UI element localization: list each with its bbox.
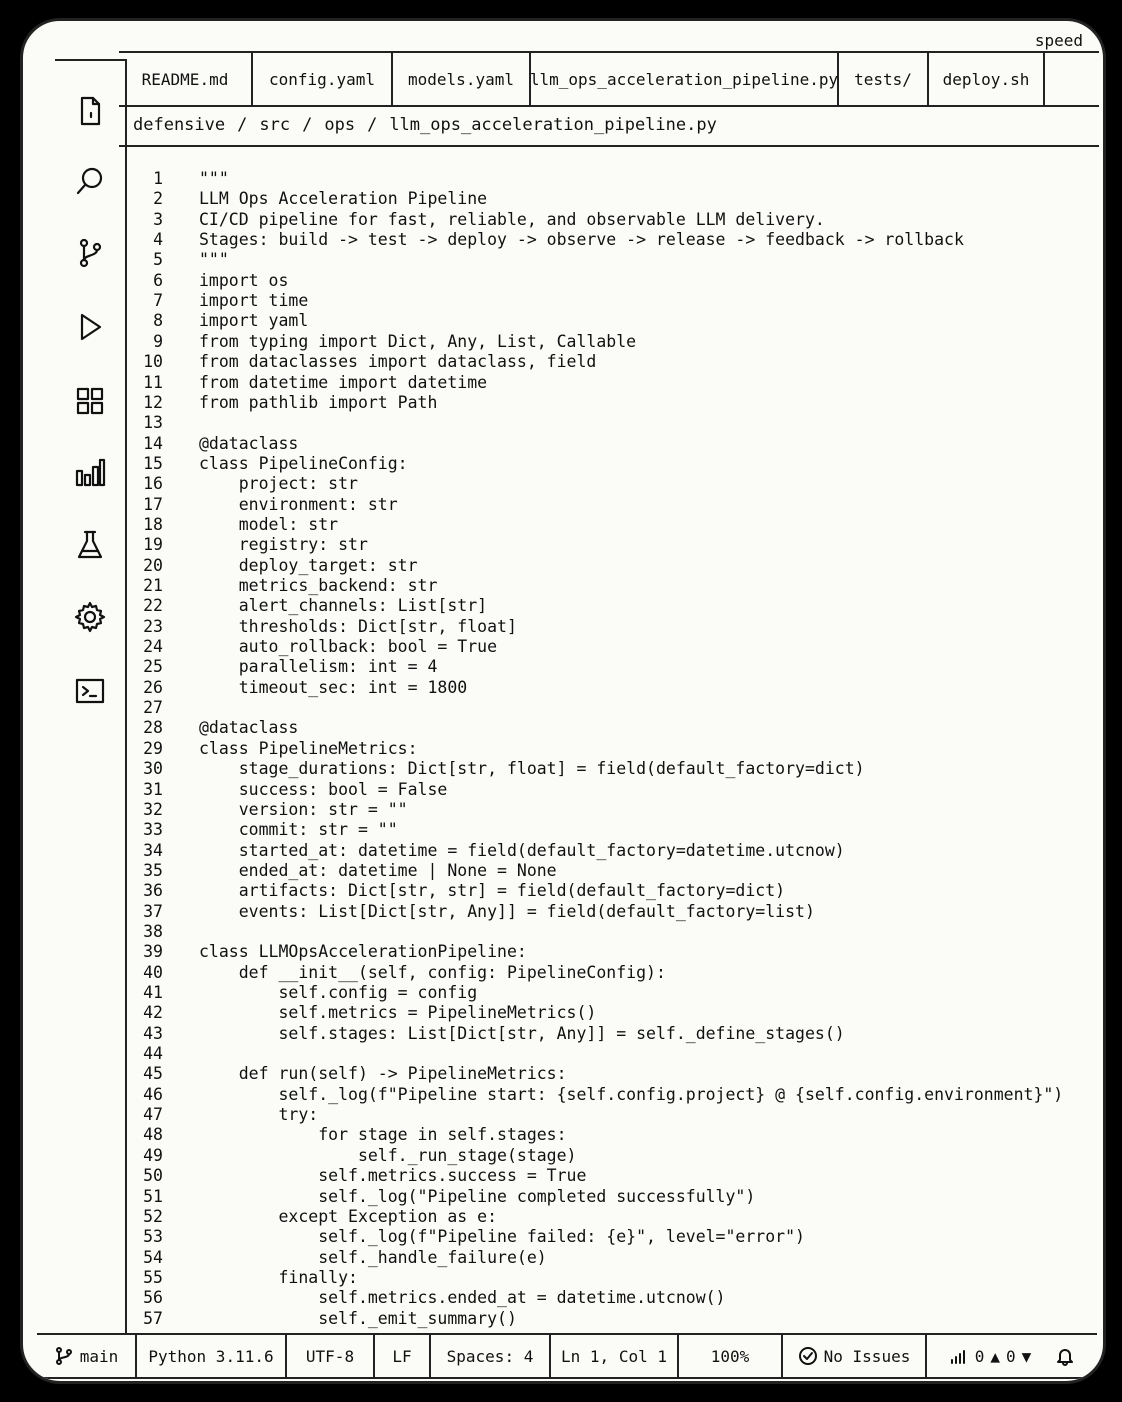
code-text[interactable]: self.config = config [199, 983, 478, 1002]
code-text[interactable]: try: [199, 1105, 319, 1125]
line-number: 49 [143, 1145, 163, 1165]
code-text[interactable]: registry: str [199, 535, 368, 555]
breadcrumb-item[interactable]: llm_ops_acceleration_pipeline.py [389, 115, 717, 135]
line-number: 15 [143, 453, 163, 473]
code-text[interactable]: """ [199, 250, 229, 270]
editor-window [20, 18, 1106, 1384]
bell-icon[interactable] [1055, 1346, 1075, 1366]
tab-deploy-sh[interactable]: deploy.sh [929, 53, 1045, 105]
code-text[interactable]: success: bool = False [199, 779, 448, 799]
status-issues[interactable] [783, 1335, 927, 1377]
signal-icon [949, 1346, 969, 1366]
line-number: 7 [153, 291, 163, 311]
tab-readme[interactable]: README.md [119, 53, 253, 105]
line-number: 55 [143, 1267, 163, 1287]
line-number: 43 [143, 1023, 163, 1043]
line-number: 3 [153, 209, 163, 229]
line-number: 25 [143, 657, 163, 677]
code-text[interactable]: thresholds: Dict[str, float] [199, 616, 517, 636]
line-number: 1 [153, 169, 163, 188]
tab-models-yaml[interactable]: models.yaml [393, 53, 531, 105]
code-text[interactable]: deploy_target: str [199, 555, 418, 575]
line-number: 46 [143, 1084, 163, 1104]
run-icon[interactable] [55, 307, 125, 347]
extensions-icon[interactable] [55, 381, 125, 421]
line-number: 20 [143, 555, 163, 575]
code-text[interactable]: auto_rollback: bool = True [199, 637, 498, 657]
line-number: 38 [143, 921, 163, 941]
up-arrow-icon: ▲ [990, 1346, 1000, 1366]
code-text[interactable]: finally: [199, 1267, 358, 1287]
breadcrumb-divider [119, 145, 1099, 147]
line-number: 52 [143, 1206, 163, 1226]
line-number: 27 [143, 698, 163, 718]
line-number: 37 [143, 901, 163, 921]
code-text[interactable]: from pathlib import Path [199, 392, 438, 412]
speed-label: speed [1034, 31, 1083, 50]
line-number: 53 [143, 1227, 163, 1247]
breadcrumb-item[interactable]: defensive [133, 115, 226, 135]
line-number: 26 [143, 677, 163, 697]
code-text[interactable]: started_at: datetime = field(default_factory=datetime.utcnow) [199, 840, 845, 860]
code-text[interactable]: alert_channels: List[str] [199, 596, 488, 616]
code-editor[interactable] [119, 149, 1099, 1329]
code-text[interactable]: self._log(f"Pipeline failed: {e}", level="error") [199, 1227, 805, 1247]
code-text[interactable]: self._log("Pipeline completed successfully") [199, 1186, 756, 1206]
tab-bar [119, 51, 1099, 107]
code-text[interactable]: class PipelineConfig: [199, 453, 408, 473]
status-bar [37, 1333, 1097, 1379]
code-text[interactable]: version: str = "" [199, 799, 408, 819]
line-number: 41 [143, 983, 163, 1002]
status-indent[interactable]: Spaces: 4 [431, 1335, 551, 1377]
check-circle-icon [798, 1346, 818, 1366]
line-number: 56 [143, 1288, 163, 1308]
line-number: 23 [143, 616, 163, 636]
status-encoding[interactable]: UTF-8 [287, 1335, 375, 1377]
status-cursor[interactable]: Ln 1, Col 1 [551, 1335, 679, 1377]
line-number: 51 [143, 1186, 163, 1206]
code-text[interactable]: self._run_stage(stage) [199, 1145, 577, 1165]
line-number: 39 [143, 942, 163, 962]
line-number: 4 [153, 230, 163, 250]
line-number: 34 [143, 840, 163, 860]
line-number: 10 [143, 352, 163, 372]
file-icon[interactable] [55, 91, 125, 131]
code-text[interactable]: import time [199, 291, 309, 311]
down-arrow-icon: ▼ [1021, 1346, 1032, 1366]
breadcrumb-item[interactable]: ops [324, 115, 356, 135]
code-text[interactable]: metrics_backend: str [199, 576, 438, 595]
line-number: 6 [153, 270, 163, 290]
code-text[interactable]: ended_at: datetime | None = None [199, 860, 557, 880]
code-text[interactable]: self._handle_failure(e) [199, 1247, 547, 1267]
line-number: 50 [143, 1166, 163, 1186]
code-text[interactable]: from typing import Dict, Any, List, Callable [199, 331, 637, 351]
code-text[interactable]: self._emit_summary() [199, 1308, 517, 1328]
code-text[interactable]: environment: str [199, 494, 398, 514]
code-text[interactable]: def __init__(self, config: PipelineConfig): [199, 962, 666, 982]
code-text[interactable]: Stages: build -> test -> deploy -> observe -> release -> feedback -> rollback [199, 230, 964, 250]
line-number: 19 [143, 535, 163, 555]
status-language[interactable]: Python 3.11.6 [137, 1335, 287, 1377]
gear-icon[interactable] [55, 597, 125, 637]
line-number: 57 [143, 1308, 163, 1328]
line-number: 36 [143, 881, 163, 901]
down-count: 0 [1006, 1346, 1016, 1366]
line-number: 42 [143, 1003, 163, 1023]
line-number: 44 [143, 1044, 163, 1064]
line-number: 13 [143, 413, 163, 433]
line-number: 32 [143, 799, 163, 819]
code-text[interactable]: def run(self) -> PipelineMetrics: [199, 1064, 567, 1084]
code-text[interactable]: class LLMOpsAccelerationPipeline: [199, 942, 527, 962]
line-number: 12 [143, 392, 163, 412]
line-number: 31 [143, 779, 163, 799]
breadcrumb-item[interactable]: src [259, 115, 291, 135]
line-number: 11 [143, 372, 163, 392]
terminal-icon[interactable] [55, 671, 125, 711]
code-text[interactable]: for stage in self.stages: [199, 1125, 567, 1145]
code-text[interactable]: artifacts: Dict[str, str] = field(default_factory=dict) [199, 881, 786, 901]
code-text[interactable]: self.metrics.success = True [199, 1166, 587, 1186]
line-number: 30 [143, 759, 163, 779]
code-text[interactable]: self.metrics = PipelineMetrics() [199, 1003, 597, 1023]
line-number: 2 [153, 189, 163, 209]
breadcrumb-separator: / [237, 115, 248, 135]
line-number: 54 [143, 1247, 163, 1267]
status-sync[interactable] [927, 1335, 1097, 1377]
status-eol[interactable]: LF [375, 1335, 431, 1377]
tab-tests[interactable]: tests/ [839, 53, 929, 105]
line-number: 9 [153, 331, 163, 351]
code-text[interactable]: except Exception as e: [199, 1206, 498, 1226]
activity-bar [55, 59, 127, 1333]
code-text[interactable]: stage_durations: Dict[str, float] = field(default_factory=dict) [199, 759, 865, 779]
issues-label: No Issues [823, 1346, 911, 1366]
code-text[interactable]: """ [199, 169, 229, 188]
line-number: 17 [143, 494, 163, 514]
line-number: 28 [143, 718, 163, 738]
line-number: 29 [143, 738, 163, 758]
line-number: 21 [143, 576, 163, 595]
code-text[interactable]: self.metrics.ended_at = datetime.utcnow() [199, 1288, 726, 1308]
line-number: 33 [143, 820, 163, 840]
code-text[interactable]: @dataclass [199, 433, 299, 453]
status-zoom[interactable]: 100% [679, 1335, 783, 1377]
code-text[interactable]: timeout_sec: int = 1800 [199, 677, 468, 697]
code-text[interactable]: LLM Ops Acceleration Pipeline [199, 189, 488, 209]
flask-icon[interactable] [55, 525, 125, 565]
code-text[interactable]: from datetime import datetime [199, 372, 488, 392]
code-text[interactable]: events: List[Dict[str, Any]] = field(default_factory=list) [199, 901, 815, 921]
breadcrumb [133, 107, 717, 143]
tab-pipeline-py[interactable]: llm_ops_acceleration_pipeline.py [531, 53, 839, 105]
line-number: 40 [143, 962, 163, 982]
up-count: 0 [974, 1346, 985, 1366]
line-number: 18 [143, 514, 163, 534]
code-text[interactable]: model: str [199, 514, 339, 534]
line-number: 47 [143, 1105, 163, 1125]
branch-icon [54, 1346, 74, 1366]
code-text[interactable]: commit: str = "" [199, 820, 398, 840]
source-control-icon[interactable] [55, 233, 125, 273]
code-text[interactable]: parallelism: int = 4 [199, 657, 438, 677]
line-number: 5 [153, 250, 163, 270]
code-text[interactable]: import yaml [199, 311, 309, 331]
search-icon[interactable] [55, 161, 125, 201]
branch-label: main [79, 1346, 119, 1366]
breadcrumb-separator: / [302, 115, 313, 135]
line-number: 48 [143, 1125, 163, 1145]
code-text[interactable]: CI/CD pipeline for fast, reliable, and observable LLM delivery. [199, 209, 825, 229]
code-text[interactable]: @dataclass [199, 718, 299, 738]
status-branch[interactable] [37, 1335, 137, 1377]
code-text[interactable]: class PipelineMetrics: [199, 738, 418, 758]
line-number: 8 [153, 311, 163, 331]
line-number: 24 [143, 637, 163, 657]
code-text[interactable]: self._log(f"Pipeline start: {self.config.project} @ {self.config.environment}") [199, 1084, 1064, 1104]
breadcrumb-separator: / [367, 115, 378, 135]
line-number: 45 [143, 1064, 163, 1084]
line-number: 16 [143, 474, 163, 494]
tab-config-yaml[interactable]: config.yaml [253, 53, 393, 105]
code-text[interactable]: project: str [199, 474, 358, 494]
code-text[interactable]: from dataclasses import dataclass, field [199, 352, 597, 372]
code-text[interactable]: import os [199, 270, 289, 290]
chart-icon[interactable] [55, 453, 125, 493]
line-number: 22 [143, 596, 163, 616]
line-number: 35 [143, 860, 163, 880]
line-number: 14 [143, 433, 163, 453]
code-text[interactable]: self.stages: List[Dict[str, Any]] = self._define_stages() [199, 1023, 845, 1043]
